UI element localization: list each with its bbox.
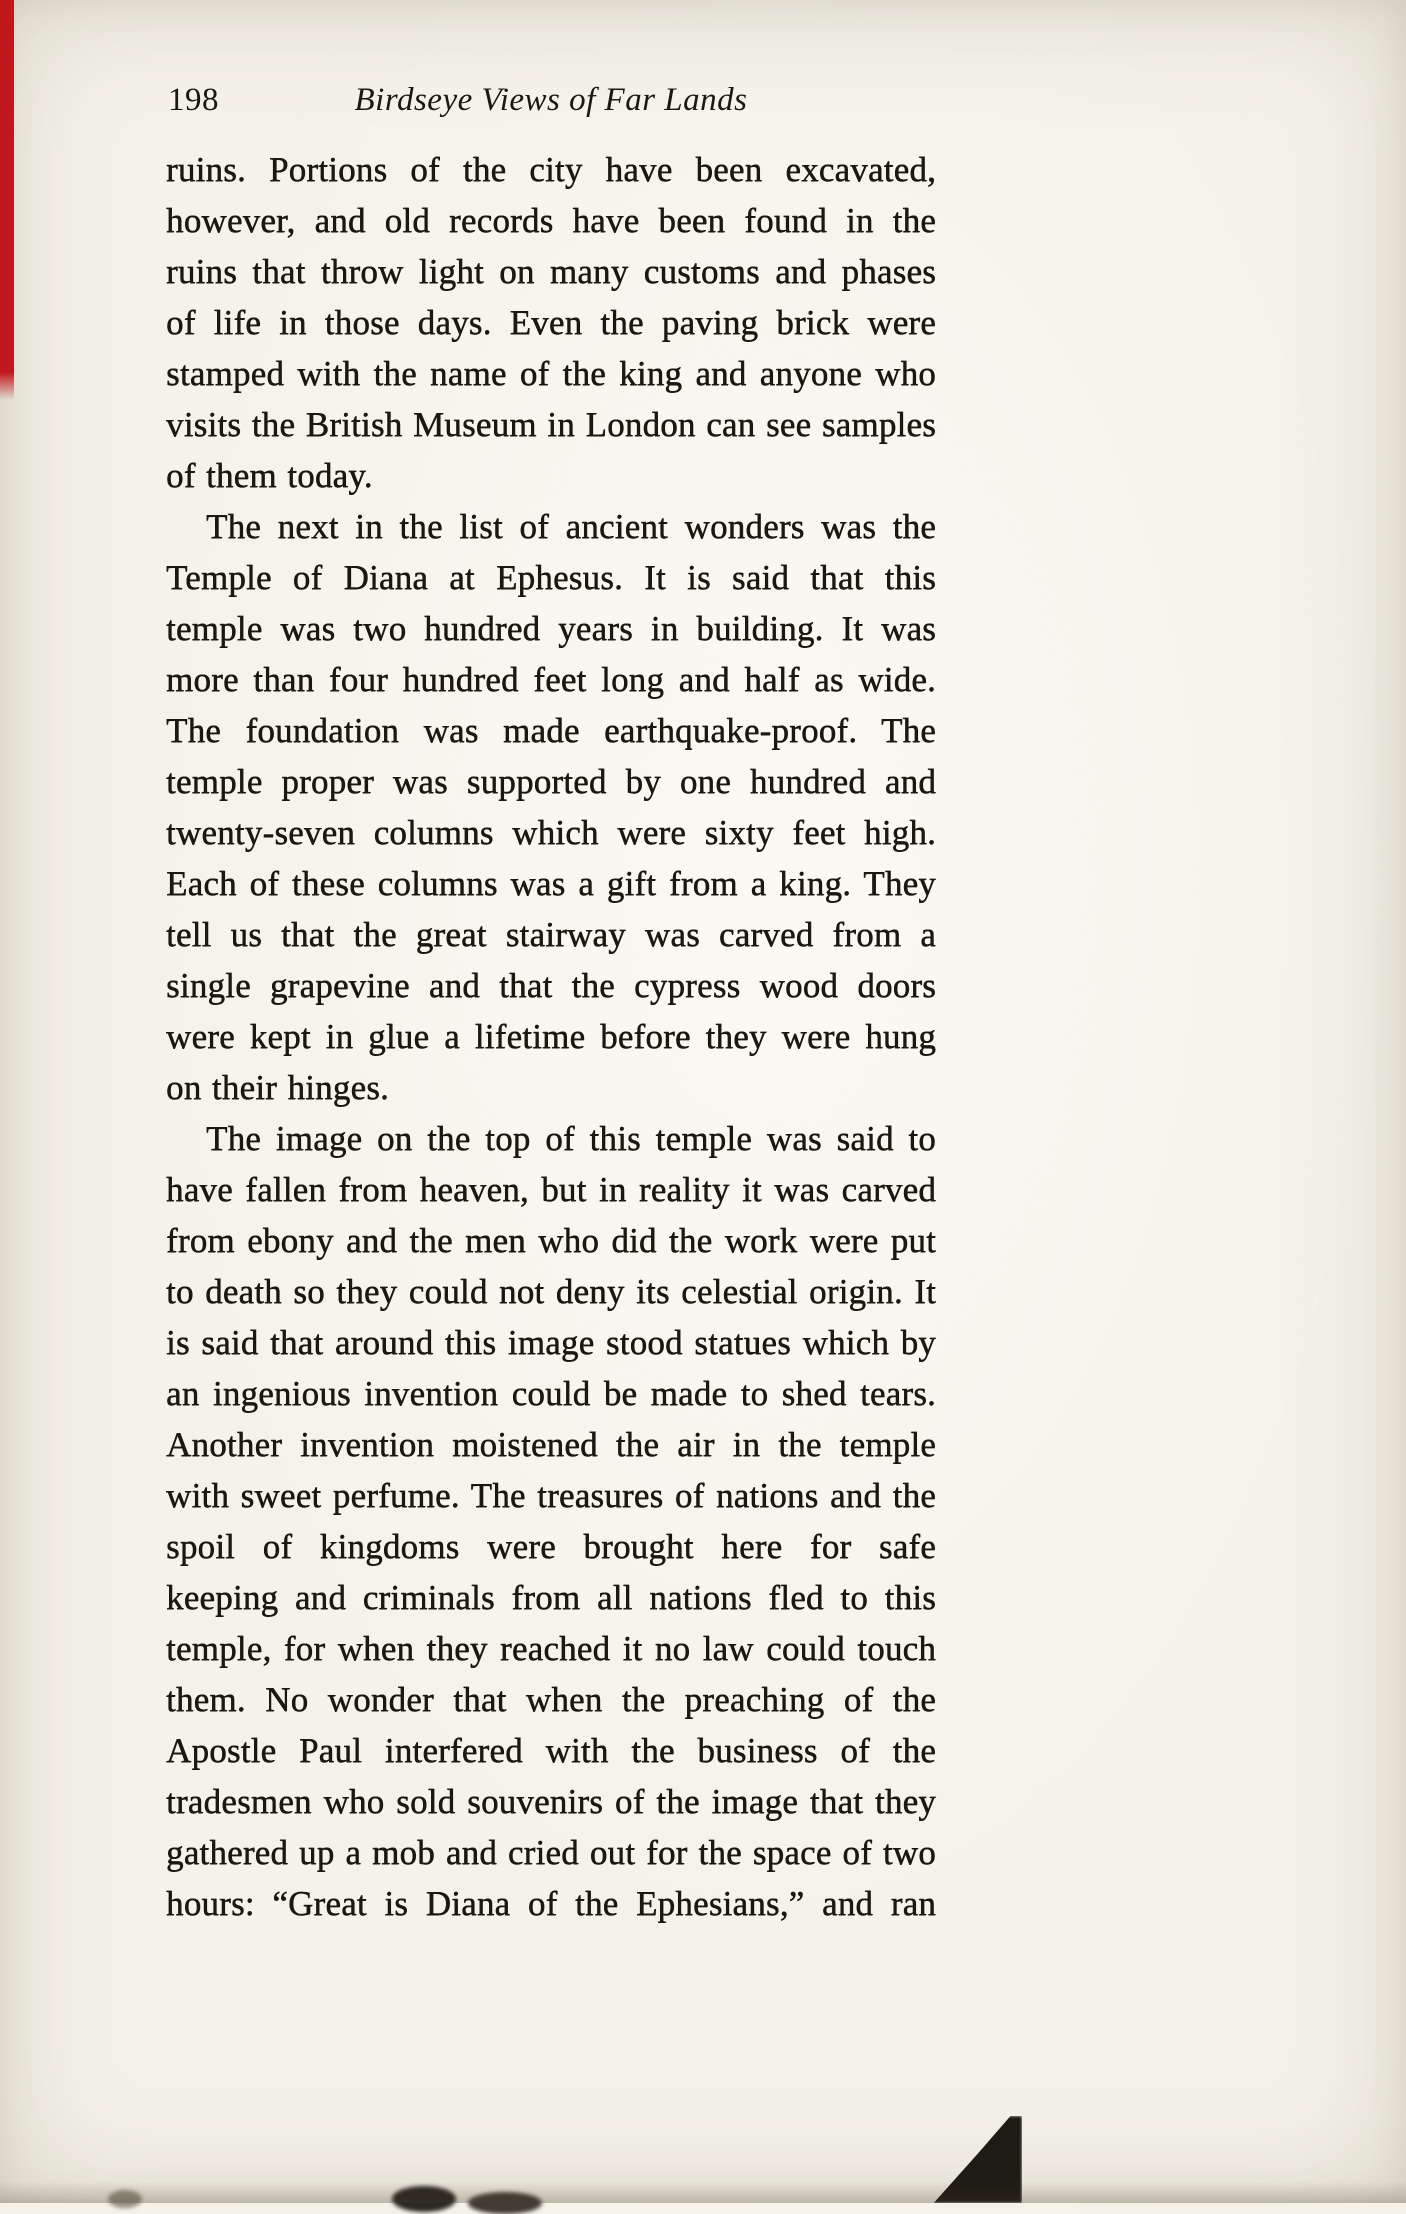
paragraph: The next in the list of ancient wonders was the Temple of Diana at Ephesus. It is said that this temple was two hundred years in building. It was more than four hundred feet long and half as wide. The foundation was made earthquake-proof. The temple proper was supported by one hundred and twenty-seven columns which were sixty feet high. Each of these columns was a gift from a king. They tell us that the great stairway was carved from a single grapevine and that the cypress wood doors were kept in glue a lifetime before they were hung on their hinges. [166,507,936,1107]
scan-artifact-red-edge [0,0,14,400]
page-body [166,144,936,1929]
scan-artifact-corner-blot [926,2116,1022,2203]
running-header-title: Birdseye Views of Far Lands [354,82,748,118]
paragraph: The image on the top of this temple was said to have fallen from heaven, but in reality it was carved from ebony and the men who did the work were put to death so they could not deny its celestial origin. It is said that around this image stood statues which by an ingenious invention could be made to shed tears. Another invention moistened the air in the temple with sweet perfume. The treasures of nations and the spoil of kingdoms were brought here for safe keeping and criminals from all nations fled to this temple, for when they reached it no law could touch them. No wonder that when the preaching of the Apostle Paul interfered with the business of the tradesmen who sold souvenirs of the image that they gathered up a mob and cried out for the space of two hours: “Great is Diana of the Ephesians,” and ran [166,1119,936,1923]
paragraph-continuation: ruins. Portions of the city have been excavated, however, and old records have been found in the ruins that throw light on many customs and phases of life in those days. Even the paving brick were stamped with the name of the king and anyone who visits the British Museum in London can see samples of them today. [166,150,936,495]
scan-artifact-smudge [392,2186,456,2212]
scan-artifact-bottom-shadow [0,2181,1406,2203]
scan-artifact-smudge [108,2190,142,2208]
page-text-block [166,80,936,1929]
page-header [166,80,936,132]
scan-artifact-smudge [468,2192,542,2214]
page-number: 198 [168,82,219,118]
